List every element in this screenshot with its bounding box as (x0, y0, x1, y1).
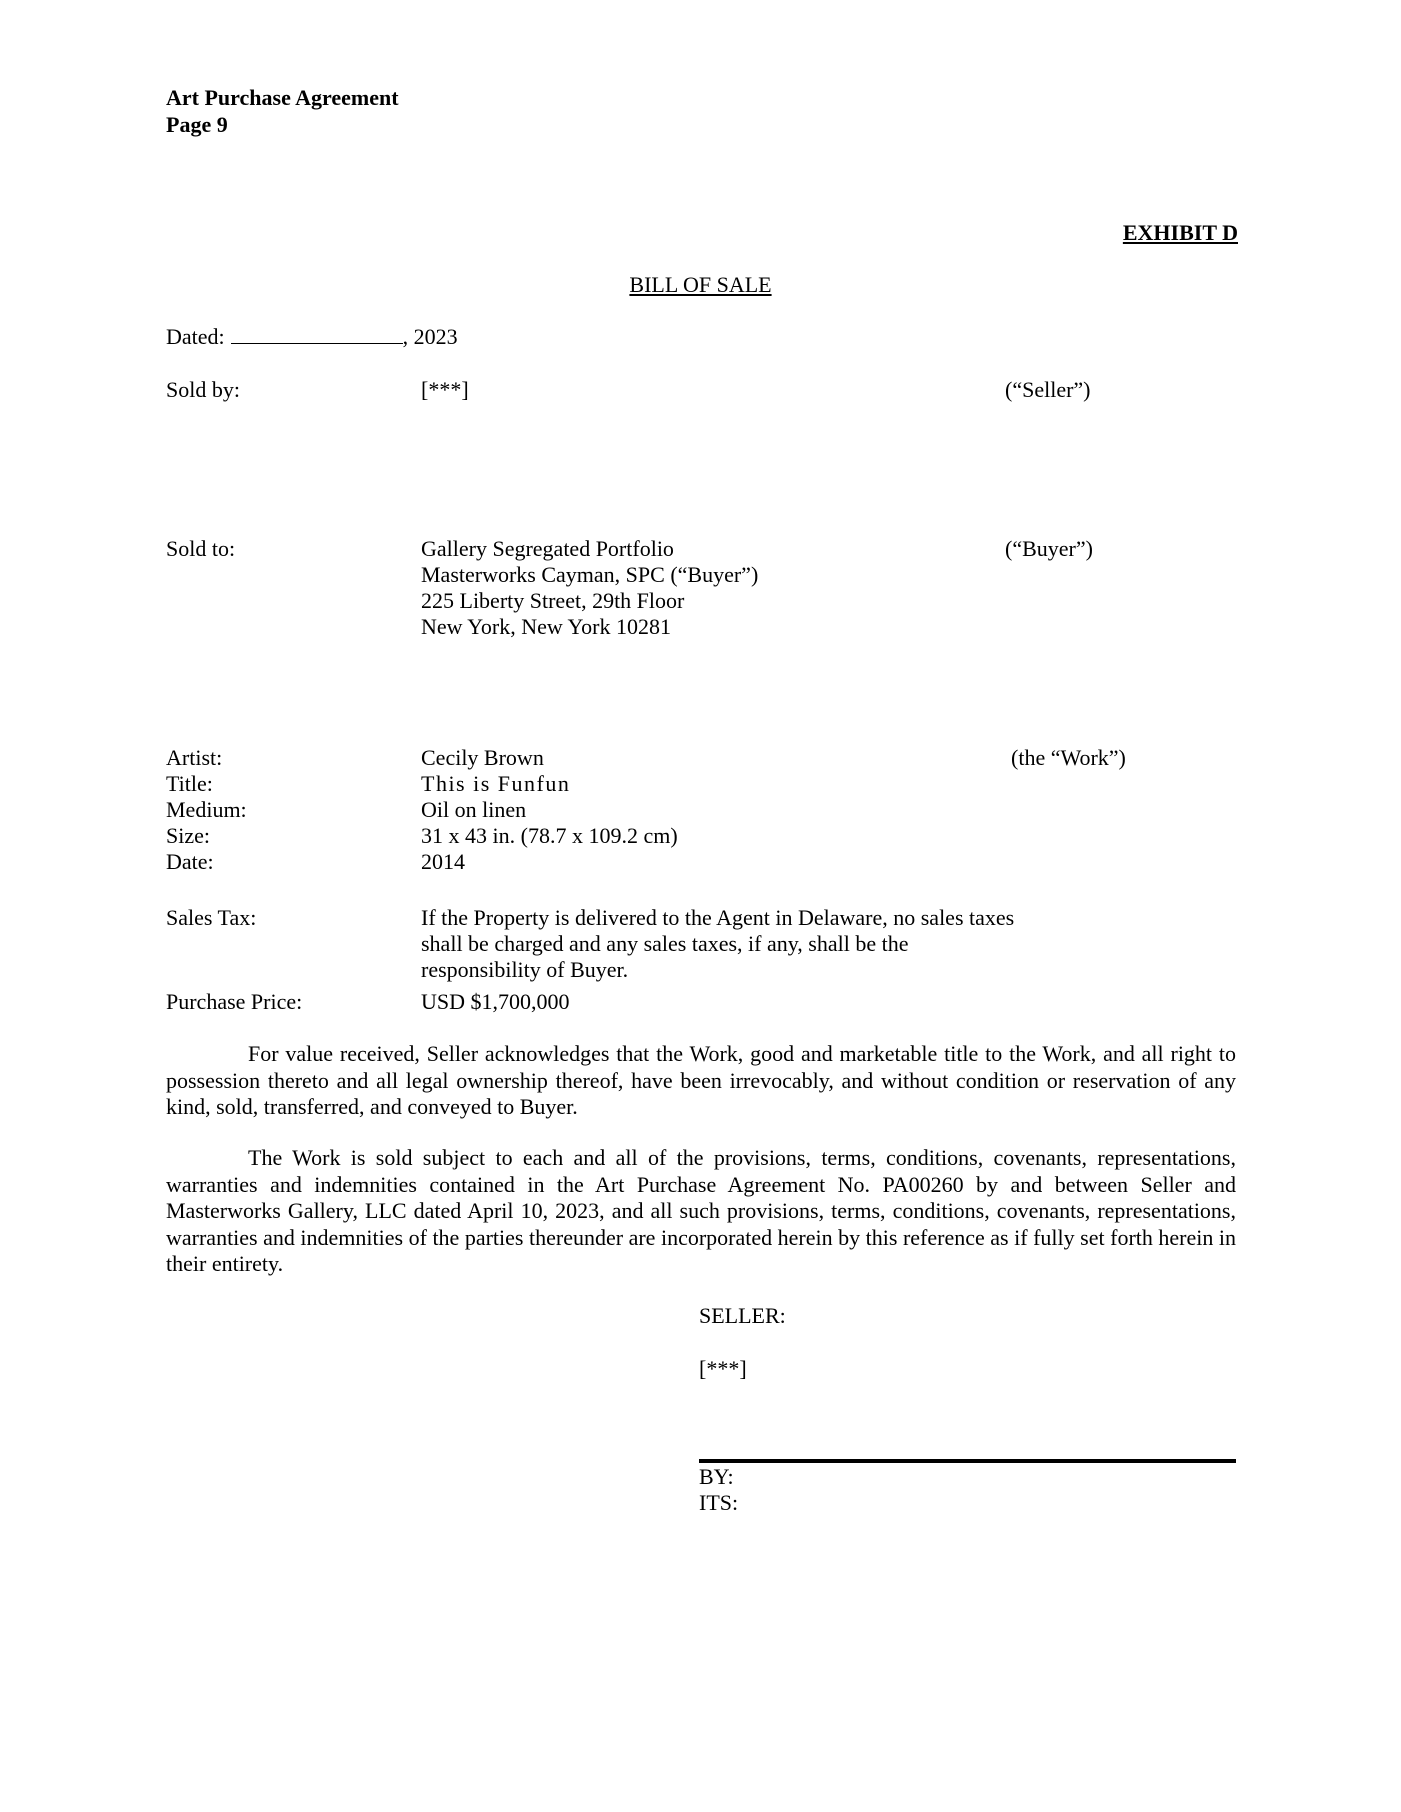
work-field-labels (166, 745, 247, 875)
exhibit-label: EXHIBIT D (1122, 220, 1238, 245)
work-role: (the “Work”) (1011, 745, 1126, 770)
buyer-address-line: Masterworks Cayman, SPC (“Buyer”) (421, 562, 759, 587)
work-field-values (421, 745, 678, 875)
size-value: 31 x 43 in. (78.7 x 109.2 cm) (421, 823, 678, 848)
purchase-price-value: USD $1,700,000 (421, 989, 570, 1014)
date-value: 2014 (421, 849, 465, 874)
dated-label: Dated: (166, 324, 225, 349)
buyer-address-line: Gallery Segregated Portfolio (421, 536, 674, 561)
title-value: This is Funfun (421, 771, 571, 796)
dated-line (166, 324, 458, 350)
buyer-address-line: 225 Liberty Street, 29th Floor (421, 588, 685, 613)
artist-value: Cecily Brown (421, 745, 544, 770)
dated-year: , 2023 (402, 324, 458, 349)
signature-by-label: BY: (699, 1464, 734, 1489)
seller-signature-name: [***] (699, 1356, 747, 1381)
header-title: Art Purchase Agreement (166, 85, 399, 110)
sales-tax-label: Sales Tax: (166, 905, 257, 930)
date-blank (231, 324, 403, 344)
header-page-number: Page 9 (166, 112, 228, 137)
date-label: Date: (166, 849, 214, 874)
sold-by-label: Sold by: (166, 377, 240, 402)
signature-line (699, 1459, 1236, 1463)
medium-label: Medium: (166, 797, 247, 822)
title-label: Title: (166, 771, 213, 796)
sold-by-value: [***] (421, 377, 469, 402)
purchase-price-label: Purchase Price: (166, 989, 303, 1014)
size-label: Size: (166, 823, 210, 848)
conveyance-paragraph: For value received, Seller acknowledges that the Work, good and marketable title to the Work, and all right to possession thereto and all legal ownership thereof, have been irrevocably, and without condition or reservation of any kind, sold, transferred, and conveyed to Buyer. (166, 1041, 1236, 1119)
running-header (166, 84, 399, 138)
signature-its-label: ITS: (699, 1490, 739, 1515)
seller-role: (“Seller”) (1005, 377, 1091, 402)
provisions-paragraph: The Work is sold subject to each and all of the provisions, terms, conditions, covenants, representations, warranties and indemnities contained in the Art Purchase Agreement No. PA00260 by and between Seller and Masterworks Gallery, LLC dated April 10, 2023, and all such provisions, terms, conditions, covenants, representations, warranties and indemnities of the parties thereunder are incorporated herein by this reference as if fully set forth herein in their entirety. (166, 1145, 1236, 1276)
sales-tax-value: If the Property is delivered to the Agent in Delaware, no sales taxes shall be charged and any sales taxes, if any, shall be the responsibility of Buyer. (421, 905, 1015, 982)
buyer-address-line: New York, New York 10281 (421, 614, 671, 639)
buyer-address (421, 536, 758, 640)
buyer-role: (“Buyer”) (1005, 536, 1093, 561)
seller-signature-heading: SELLER: (699, 1303, 786, 1328)
medium-value: Oil on linen (421, 797, 527, 822)
artist-label: Artist: (166, 745, 223, 770)
sold-to-label: Sold to: (166, 536, 236, 561)
document-title: BILL OF SALE (629, 272, 772, 297)
